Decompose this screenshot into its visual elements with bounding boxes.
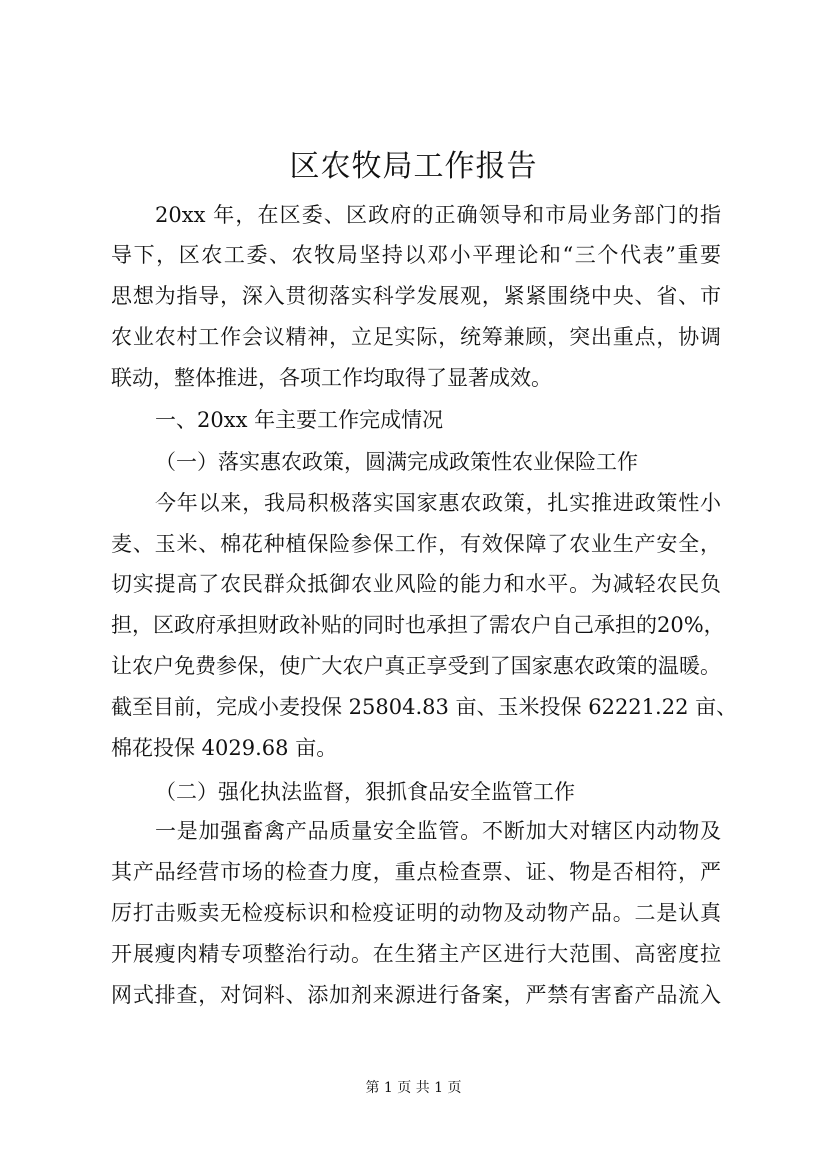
paragraph-line: 联动，整体推进，各项工作均取得了显著成效。 — [111, 366, 552, 390]
paragraph-line: 麦、玉米、棉花种植保险参保工作，有效保障了农业生产安全， — [111, 532, 721, 556]
subsection-heading: （二）强化执法监督，狠抓食品安全监管工作 — [155, 780, 575, 804]
paragraph-line: 导下，区农工委、农牧局坚持以邓小平理论和“三个代表”重要 — [111, 243, 721, 267]
paragraph-line: 网式排查，对饲料、添加剂来源进行备案，严禁有害畜产品流入 — [111, 983, 721, 1007]
section-heading: 一、20xx 年主要工作完成情况 — [155, 408, 444, 432]
subsection-heading: （一）落实惠农政策，圆满完成政策性农业保险工作 — [155, 450, 638, 474]
paragraph-line: 20xx 年，在区委、区政府的正确领导和市局业务部门的指 — [155, 203, 721, 227]
paragraph-line: 厉打击贩卖无检疫标识和检疫证明的动物及动物产品。二是认真 — [111, 901, 721, 925]
paragraph-line: 开展瘦肉精专项整治行动。在生猪主产区进行大范围、高密度拉 — [111, 942, 721, 966]
paragraph-line: 思想为指导，深入贯彻落实科学发展观，紧紧围绕中央、省、市 — [111, 284, 721, 308]
paragraph-line: 今年以来，我局积极落实国家惠农政策，扎实推进政策性小 — [155, 491, 721, 515]
paragraph-line: 切实提高了农民群众抵御农业风险的能力和水平。为减轻农民负 — [111, 572, 721, 596]
paragraph-line: 让农户免费参保，使广大农户真正享受到了国家惠农政策的温暖。 — [111, 654, 721, 678]
page-number-footer: 第 1 页 共 1 页 — [365, 1080, 462, 1096]
paragraph-line: 一是加强畜禽产品质量安全监管。不断加大对辖区内动物及 — [155, 819, 721, 843]
paragraph-line: 其产品经营市场的检查力度，重点检查票、证、物是否相符，严 — [111, 860, 721, 884]
paragraph-line: 截至目前，完成小麦投保 25804.83 亩、玉米投保 62221.22 亩、 — [111, 695, 738, 719]
paragraph-line: 担，区政府承担财政补贴的同时也承担了需农户自己承担的20%， — [111, 613, 725, 637]
paragraph-line: 农业农村工作会议精神，立足实际，统筹兼顾，突出重点，协调 — [111, 325, 721, 349]
document-title: 区农牧局工作报告 — [289, 149, 538, 184]
paragraph-line: 棉花投保 4029.68 亩。 — [111, 736, 338, 760]
